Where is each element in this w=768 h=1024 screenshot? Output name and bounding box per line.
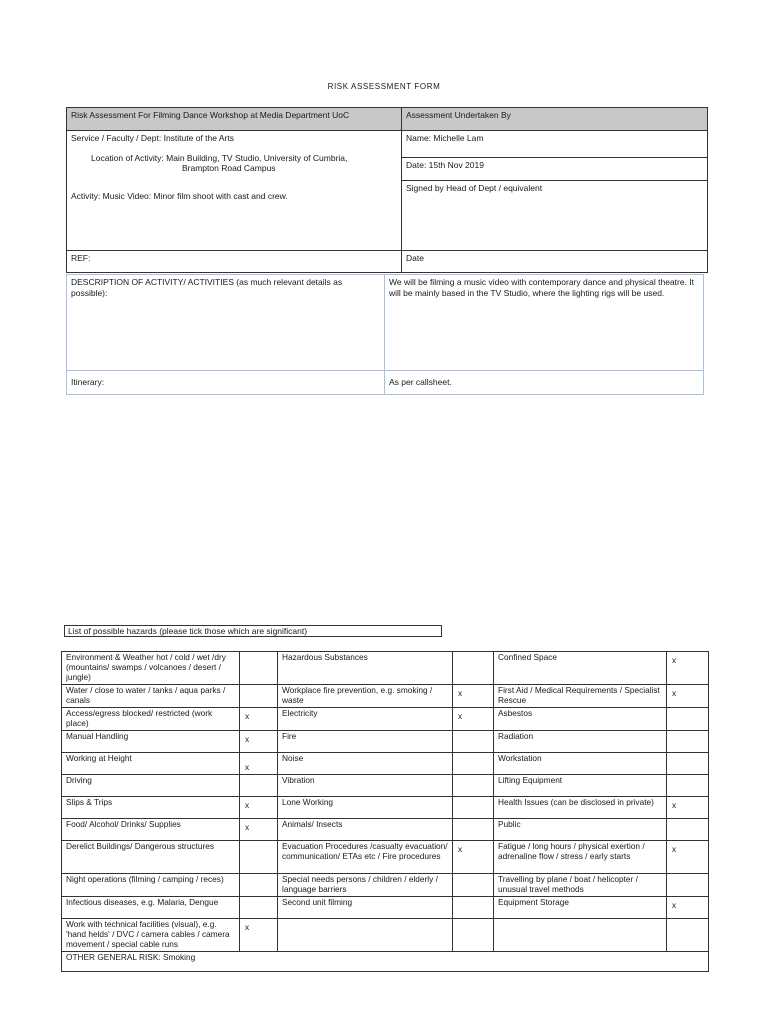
assessor-heading: Assessment Undertaken By [402,108,708,131]
hazard-tick[interactable] [667,774,709,796]
hazard-row [62,796,709,818]
hazard-name: Work with technical facilities (visual), e.g. 'hand helds' / DVC / camera cables / camera movement / special cable runs [62,918,240,951]
hazards-list-label: List of possible hazards (please tick those which are significant) [64,625,442,637]
hazard-tick[interactable] [453,752,494,774]
hazard-row [62,685,709,708]
hazard-row [62,818,709,840]
hazard-name: Lifting Equipment [494,774,667,796]
signed-by-field: Signed by Head of Dept / equivalent [402,181,708,251]
hazard-tick[interactable]: x [667,840,709,873]
hazard-name: Asbestos [494,707,667,730]
hazard-row [62,774,709,796]
hazard-tick[interactable] [453,896,494,918]
hazard-row [62,896,709,918]
hazard-name: Radiation [494,730,667,752]
hazard-name: Manual Handling [62,730,240,752]
hazard-name: Access/egress blocked/ restricted (work place) [62,707,240,730]
hazard-tick[interactable] [453,730,494,752]
hazard-tick[interactable] [240,652,278,685]
hazard-name: Workstation [494,752,667,774]
hazard-name: Water / close to water / tanks / aqua parks / canals [62,685,240,708]
activity-field: Activity: Music Video: Minor film shoot with cast and crew. [71,190,288,201]
hazard-row [62,752,709,774]
hazard-name: Infectious diseases, e.g. Malaria, Dengue [62,896,240,918]
itinerary-value: As per callsheet. [385,371,704,395]
assessment-heading: Risk Assessment For Filming Dance Workshop at Media Department UoC [67,108,402,131]
hazard-name: Working at Height [62,752,240,774]
hazard-tick[interactable]: x [240,918,278,951]
hazard-row [62,840,709,873]
hazard-name: Fatigue / long hours / physical exertion / adrenaline flow / stress / early starts [494,840,667,873]
hazard-row [62,652,709,685]
form-title: RISK ASSESSMENT FORM [327,82,441,91]
hazard-name: Special needs persons / children / elderly / language barriers [278,873,453,896]
hazard-name: Public [494,818,667,840]
activity-details-cell [67,131,402,251]
hazard-tick[interactable]: x [453,707,494,730]
hazard-name: Driving [62,774,240,796]
hazard-tick[interactable] [667,752,709,774]
hazard-row [62,873,709,896]
hazard-name: Hazardous Substances [278,652,453,685]
hazard-tick[interactable]: x [240,752,278,774]
sign-date-field: Date [402,251,708,273]
hazard-tick[interactable] [240,873,278,896]
hazard-tick[interactable] [453,873,494,896]
hazard-name: Food/ Alcohol/ Drinks/ Supplies [62,818,240,840]
hazard-tick[interactable] [667,918,709,951]
ref-field: REF: [67,251,402,273]
hazard-tick[interactable]: x [667,652,709,685]
hazard-name: Derelict Buildings/ Dangerous structures [62,840,240,873]
hazard-tick[interactable] [240,685,278,708]
hazard-tick[interactable]: x [240,707,278,730]
hazard-tick[interactable]: x [453,840,494,873]
description-label: DESCRIPTION OF ACTIVITY/ ACTIVITIES (as much relevant details as possible): [67,275,385,371]
hazard-row [62,707,709,730]
itinerary-label: Itinerary: [67,371,385,395]
hazard-tick[interactable] [453,818,494,840]
assessor-name-field: Name: Michelle Lam [402,131,708,158]
hazard-tick[interactable] [240,774,278,796]
hazard-name: Electricity [278,707,453,730]
hazard-name: Vibration [278,774,453,796]
hazard-name [494,918,667,951]
hazard-name: Health Issues (can be disclosed in private) [494,796,667,818]
hazard-tick[interactable]: x [453,685,494,708]
assessment-header-table [66,107,708,273]
hazard-tick[interactable] [240,896,278,918]
hazard-name: Fire [278,730,453,752]
location-field: Location of Activity: Main Building, TV Studio, University of Cumbria, Brampton Road Campus [91,152,348,174]
hazard-tick[interactable] [453,796,494,818]
description-text: We will be filming a music video with contemporary dance and physical theatre. It will be mainly based in the TV Studio, where the lighting rigs will be used. [385,275,704,371]
hazard-row [62,918,709,951]
hazard-name: Equipment Storage [494,896,667,918]
hazard-name: Workplace fire prevention, e.g. smoking / waste [278,685,453,708]
other-general-risk: OTHER GENERAL RISK: Smoking [62,951,709,971]
hazard-name: Noise [278,752,453,774]
hazards-table [61,651,709,972]
hazard-tick[interactable] [667,818,709,840]
hazard-name: Travelling by plane / boat / helicopter / unusual travel methods [494,873,667,896]
hazard-tick[interactable] [453,918,494,951]
hazard-name: Confined Space [494,652,667,685]
hazard-tick[interactable] [667,707,709,730]
hazard-row [62,730,709,752]
hazard-tick[interactable] [667,873,709,896]
hazard-name: Environment & Weather hot / cold / wet /dry (mountains/ swamps / volcanoes / desert / jungle) [62,652,240,685]
hazard-tick[interactable]: x [240,730,278,752]
description-table [66,274,704,395]
hazard-name [278,918,453,951]
hazard-name: Slips & Trips [62,796,240,818]
hazard-tick[interactable]: x [240,818,278,840]
hazard-tick[interactable]: x [667,796,709,818]
hazard-name: Lone Working [278,796,453,818]
hazard-tick[interactable] [453,652,494,685]
hazard-name: First Aid / Medical Requirements / Specialist Rescue [494,685,667,708]
hazard-tick[interactable] [240,840,278,873]
hazard-tick[interactable]: x [240,796,278,818]
hazard-tick[interactable]: x [667,685,709,708]
hazard-tick[interactable] [453,774,494,796]
hazard-tick[interactable]: x [667,896,709,918]
hazard-tick[interactable] [667,730,709,752]
hazard-name: Animals/ Insects [278,818,453,840]
hazard-name: Second unit filming [278,896,453,918]
hazard-name: Evacuation Procedures /casualty evacuation/ communication/ ETAs etc / Fire procedures [278,840,453,873]
service-field: Service / Faculty / Dept: Institute of the Arts [71,133,234,143]
hazard-name: Night operations (filming / camping / reces) [62,873,240,896]
assessment-date-field: Date: 15th Nov 2019 [402,158,708,181]
